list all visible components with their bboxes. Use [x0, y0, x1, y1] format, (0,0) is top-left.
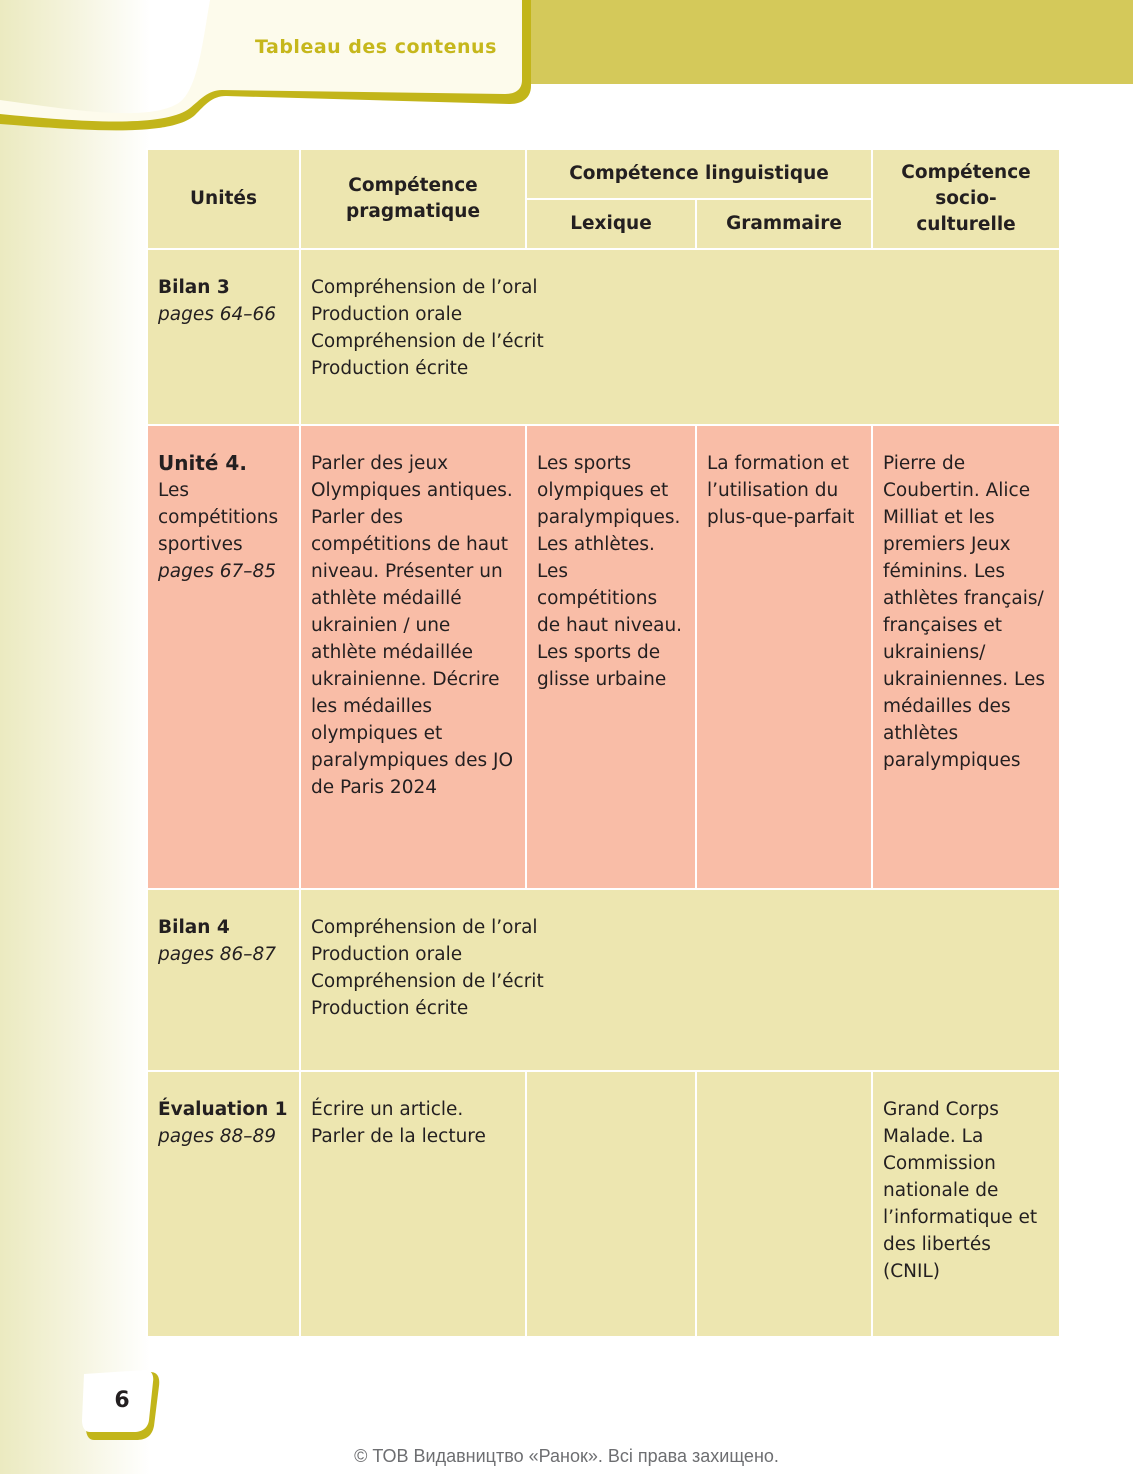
pragmatique-cell — [300, 1071, 526, 1337]
bilan-skill: Production orale — [311, 944, 463, 965]
header-grammaire: Grammaire — [696, 199, 872, 249]
left-margin-gradient — [0, 0, 150, 1474]
unit-title: Unité 4. — [158, 451, 247, 475]
unit-cell — [147, 1071, 300, 1337]
grammaire-cell — [696, 1071, 872, 1337]
socioculturelle-cell — [872, 425, 1060, 889]
table-row-bilan-3 — [147, 249, 1060, 425]
header-socioculturelle: Compétence socio-culturelle — [872, 149, 1060, 249]
header-linguistique: Compétence linguistique — [526, 149, 872, 199]
bilan-skill: Production orale — [311, 304, 463, 325]
bilan-content-cell — [300, 249, 1060, 425]
unit-pages: pages 67–85 — [158, 561, 277, 582]
unit-title: Bilan 4 — [158, 917, 230, 938]
socioculturelle-text: Grand Corps Malade. La Commission nationale de l’informatique et des libertés (CNIL) — [883, 1099, 1038, 1282]
bilan-skill: Compréhension de l’oral — [311, 917, 538, 938]
page-header-title: Tableau des contenus — [255, 36, 497, 58]
unit-cell — [147, 249, 300, 425]
bilan-content-cell — [300, 889, 1060, 1071]
pragmatique-line: Parler de la lecture — [311, 1126, 486, 1147]
pragmatique-line: Écrire un article. — [311, 1099, 464, 1120]
bilan-skill: Compréhension de l’oral — [311, 277, 538, 298]
copyright-notice: © ТОВ Видавництво «Ранок». Всі права захищено. — [354, 1446, 779, 1466]
header-lexique: Lexique — [526, 199, 696, 249]
pragmatique-cell — [300, 425, 526, 889]
pragmatique-text: Parler des jeux Olympiques antiques. Parler des compétitions de haut niveau. Présenter un athlète médaillé ukrainien / une athlète médaillée ukrainienne. Décrire les médailles olympiques et paralympiques des JO de Paris 2024 — [311, 453, 514, 798]
socioculturelle-text: Pierre de Coubertin. Alice Milliat et les premiers Jeux féminins. Les athlètes français/ françaises et ukrainiens/ ukrainiennes. Les médailles des athlètes paralympiques — [883, 453, 1046, 771]
bilan-skill: Compréhension de l’écrit — [311, 331, 544, 352]
header-unites: Unités — [147, 149, 300, 249]
unit-name: Les compétitions sportives — [158, 480, 279, 555]
header-tab — [0, 0, 540, 140]
page-number: 6 — [114, 1388, 130, 1413]
unit-title: Bilan 3 — [158, 277, 230, 298]
unit-title: Évaluation 1 — [158, 1099, 288, 1120]
lexique-cell — [526, 425, 696, 889]
header-pragmatique: Compétence pragmatique — [300, 149, 526, 249]
unit-cell — [147, 889, 300, 1071]
bilan-skill: Production écrite — [311, 358, 469, 379]
unit-pages: pages 86–87 — [158, 944, 277, 965]
grammaire-text: La formation et l’utilisation du plus-que-parfait — [707, 453, 855, 528]
lexique-cell — [526, 1071, 696, 1337]
grammaire-cell — [696, 425, 872, 889]
table-row-unite-4 — [147, 425, 1060, 889]
contents-table — [146, 148, 1061, 1338]
bilan-skill: Production écrite — [311, 998, 469, 1019]
socioculturelle-cell — [872, 1071, 1060, 1337]
header-band — [520, 0, 1133, 84]
table-row-bilan-4 — [147, 889, 1060, 1071]
unit-pages: pages 64–66 — [158, 304, 277, 325]
bilan-skill: Compréhension de l’écrit — [311, 971, 544, 992]
lexique-text: Les sports olympiques et paralympiques. Les athlètes. Les compétitions de haut niveau. Les sports de glisse urbaine — [537, 453, 683, 690]
table-row-evaluation-1 — [147, 1071, 1060, 1337]
unit-pages: pages 88–89 — [158, 1126, 277, 1147]
unit-cell — [147, 425, 300, 889]
